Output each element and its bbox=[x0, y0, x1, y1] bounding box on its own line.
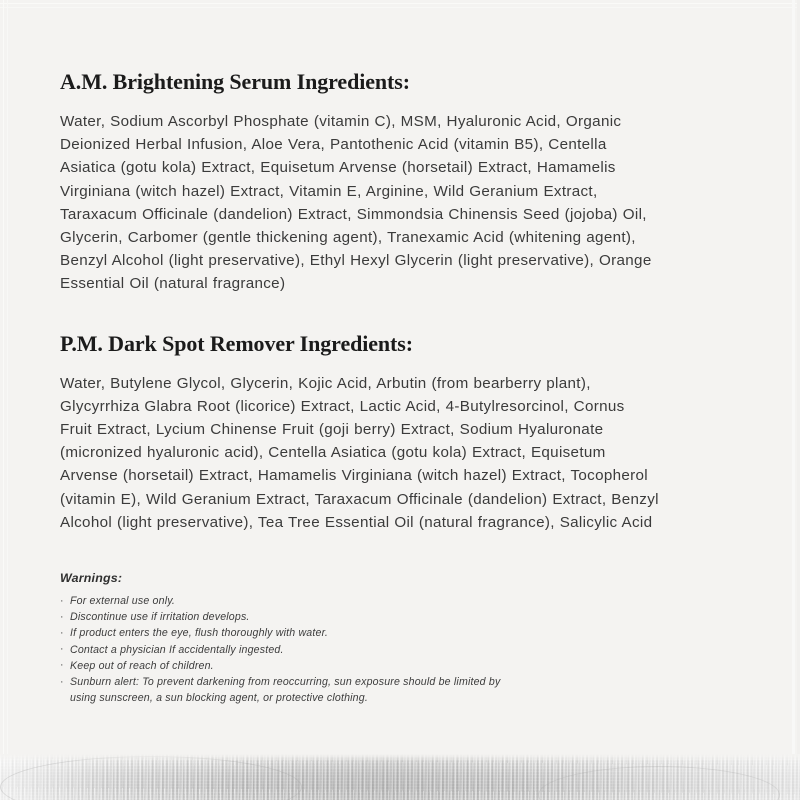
warnings-heading: Warnings: bbox=[60, 571, 123, 586]
bullet-icon: · bbox=[60, 643, 64, 656]
am-ingredients-text: Water, Sodium Ascorbyl Phosphate (vitamin C), MSM, Hyaluronic Acid, Organic Deionized Herbal Infusion, Aloe Vera, Pantothenic Acid (vitamin B5), Centella Asiatica (gotu kola) Extract, Equisetum Arvense (horsetail) Extract, Hamamelis Virginiana (witch hazel) Extract, Vitamin E, Arginine, Wild Geranium Extract, Taraxacum Officinale (dandelion) Extract, Simmondsia Chinensis Seed (jojoba) Oil, Glycerin, Carbomer (gentle thickening agent), Tranexamic Acid (whitening agent), Benzyl Alcohol (light preservative), Ethyl Hexyl Glycerin (light preservative), Orange Essential Oil (natural fragrance) bbox=[60, 113, 652, 293]
warning-item bbox=[60, 593, 525, 609]
section-warnings bbox=[60, 570, 660, 706]
band-top-fade bbox=[0, 754, 800, 762]
section-am-brightening-serum bbox=[60, 68, 660, 296]
label-right-edge-line bbox=[792, 0, 795, 760]
warning-item-text: Discontinue use if irritation develops. bbox=[70, 611, 250, 624]
warning-item bbox=[60, 642, 525, 658]
section-pm-dark-spot-remover bbox=[60, 330, 660, 534]
bullet-icon: · bbox=[60, 675, 64, 688]
pm-ingredients-text: Water, Butylene Glycol, Glycerin, Kojic Acid, Arbutin (from bearberry plant), Glycyrrhiza Glabra Root (licorice) Extract, Lactic Acid, 4-Butylresorcinol, Cornus Fruit Extract, Lycium Chinense Fruit (goji berry) Extract, Sodium Hyaluronate (micronized hyaluronic acid), Centella Asiatica (gotu kola) Extract, Equisetum Arvense (horsetail) Extract, Hamamelis Virginiana (witch hazel) Extract, Tocopherol (vitamin E), Wild Geranium Extract, Taraxacum Officinale (dandelion) Extract, Benzyl Alcohol (light preservative), Tea Tree Essential Oil (natural fragrance), Salicylic Acid bbox=[60, 374, 659, 531]
bullet-icon: · bbox=[60, 594, 64, 607]
warnings-list bbox=[60, 593, 660, 706]
am-section-heading: A.M. Brightening Serum Ingredients: bbox=[60, 69, 410, 94]
pm-section-heading: P.M. Dark Spot Remover Ingredients: bbox=[60, 330, 413, 356]
bullet-icon: · bbox=[60, 659, 64, 672]
warning-item bbox=[60, 625, 525, 641]
warning-item bbox=[60, 674, 525, 706]
warning-item-text: If product enters the eye, flush thoroughly with water. bbox=[70, 627, 329, 640]
warning-item bbox=[60, 658, 525, 674]
label-content bbox=[60, 68, 660, 706]
warning-item bbox=[60, 609, 525, 625]
label-left-edge-line bbox=[3, 0, 4, 760]
warning-item-text: Contact a physician If accidentally ingested. bbox=[70, 643, 284, 656]
warning-item-text: Keep out of reach of children. bbox=[70, 659, 214, 672]
label-left-edge-line-secondary bbox=[7, 0, 8, 760]
label-top-edge-line-secondary bbox=[0, 7, 800, 8]
bullet-icon: · bbox=[60, 610, 64, 623]
label-top-edge-line bbox=[0, 3, 800, 4]
bottom-texture-band bbox=[0, 754, 800, 800]
bullet-icon: · bbox=[60, 626, 64, 639]
warning-item-text: For external use only. bbox=[70, 595, 176, 608]
warning-item-text: Sunburn alert: To prevent darkening from reoccurring, sun exposure should be limited by using sunscreen, a sun blocking agent, or protective clothing. bbox=[70, 676, 501, 705]
